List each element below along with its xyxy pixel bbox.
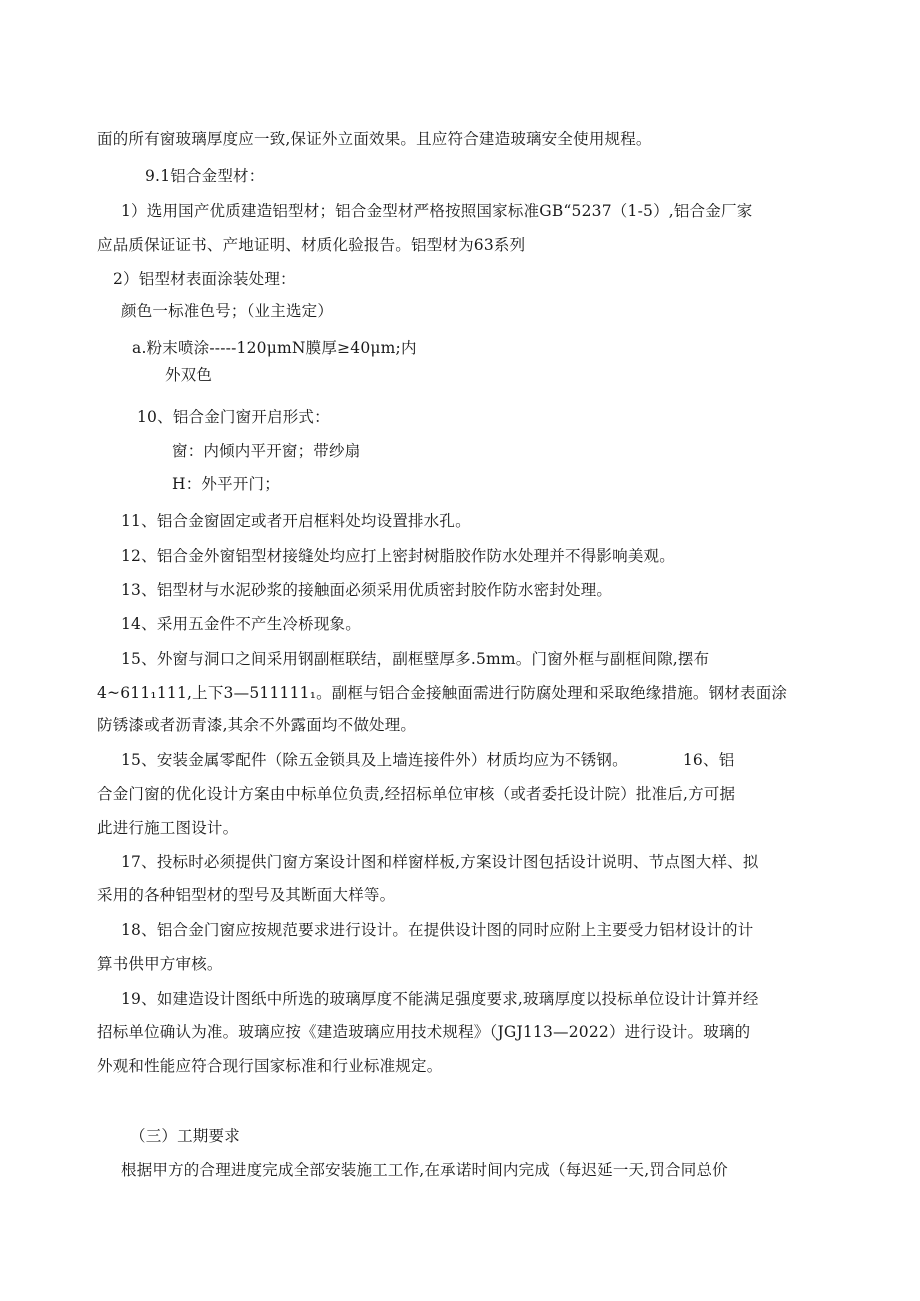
section-heading: （三）工期要求 (130, 1127, 240, 1145)
paragraph-line: 合金门窗的优化设计方案由中标单位负责,经招标单位审核（或者委托设计院）批准后,方可据 (97, 785, 736, 803)
section-heading: 9.1铝合金型材： (145, 167, 265, 185)
paragraph-line: 颜色一标准色号；（业主选定） (121, 302, 334, 320)
paragraph-line: 招标单位确认为准。玻璃应按《建造玻璃应用技术规程》（JGJ113—2022）进行设计。玻璃的 (97, 1023, 751, 1041)
paragraph-line: 18、铝合金门窗应按规范要求进行设计。在提供设计图的同时应附上主要受力铝材设计的计 (121, 921, 754, 939)
paragraph-line: 外观和性能应符合现行国家标准和行业标准规定。 (97, 1057, 443, 1075)
paragraph-line: 15、外窗与洞口之间采用钢副框联结，副框壁厚多.5mm。门窗外框与副框间隙,摆布 (121, 650, 710, 668)
paragraph-line: 此进行施工图设计。 (97, 819, 239, 837)
paragraph-line: 11、铝合金窗固定或者开启框料处均设置排水孔。 (121, 512, 471, 530)
section-heading: 10、铝合金门窗开启形式： (137, 408, 330, 426)
paragraph-line: 根据甲方的合理进度完成全部安装施工工作,在承诺时间内完成（每迟延一天,罚合同总价 (121, 1161, 728, 1179)
paragraph-line: 应品质保证证书、产地证明、材质化验报告。铝型材为63系列 (97, 236, 526, 254)
paragraph-line: 算书供甲方审核。 (97, 955, 223, 973)
paragraph-line: 13、铝型材与水泥砂浆的接触面必须采用优质密封胶作防水密封处理。 (121, 581, 613, 599)
paragraph-line: a.粉末喷涂-----120μmN膜厚≥40μm;内 (132, 339, 417, 357)
paragraph-line: 14、采用五金件不产生冷桥现象。 (121, 615, 361, 633)
paragraph-line: 采用的各种铝型材的型号及其断面大样等。 (97, 886, 396, 904)
paragraph-line: 面的所有窗玻璃厚度应一致,保证外立面效果。且应符合建造玻璃安全使用规程。 (97, 130, 652, 148)
list-item: 窗：内倾内平开窗；带纱扇 (172, 442, 361, 460)
paragraph-line: 4~611₁111,上下3—511111₁。副框与铝合金接触面需进行防腐处理和采取绝缘措施。钢材表面涂 (97, 684, 788, 702)
paragraph-line: 1）选用国产优质建造铝型材；铝合金型材严格按照国家标准GB“5237（1-5）,铝合金厂家 (121, 202, 753, 220)
paragraph-line: 17、投标时必须提供门窗方案设计图和样窗样板,方案设计图包括设计说明、节点图大样、拟 (121, 853, 759, 871)
list-item: H：外平开门； (172, 475, 280, 493)
paragraph-line: 19、如建造设计图纸中所选的玻璃厚度不能满足强度要求,玻璃厚度以投标单位设计计算并经 (121, 990, 759, 1008)
paragraph-line: 外双色 (165, 366, 213, 384)
paragraph-line: 15、安装金属零配件（除五金锁具及上墙连接件外）材质均应为不锈钢。 16、铝 (121, 751, 735, 769)
paragraph-line: 防锈漆或者沥青漆,其余不外露面均不做处理。 (97, 716, 417, 734)
paragraph-line: 12、铝合金外窗铝型材接缝处均应打上密封树脂胶作防水处理并不得影响美观。 (121, 547, 675, 565)
list-item: 2）铝型材表面涂装处理： (113, 270, 296, 288)
